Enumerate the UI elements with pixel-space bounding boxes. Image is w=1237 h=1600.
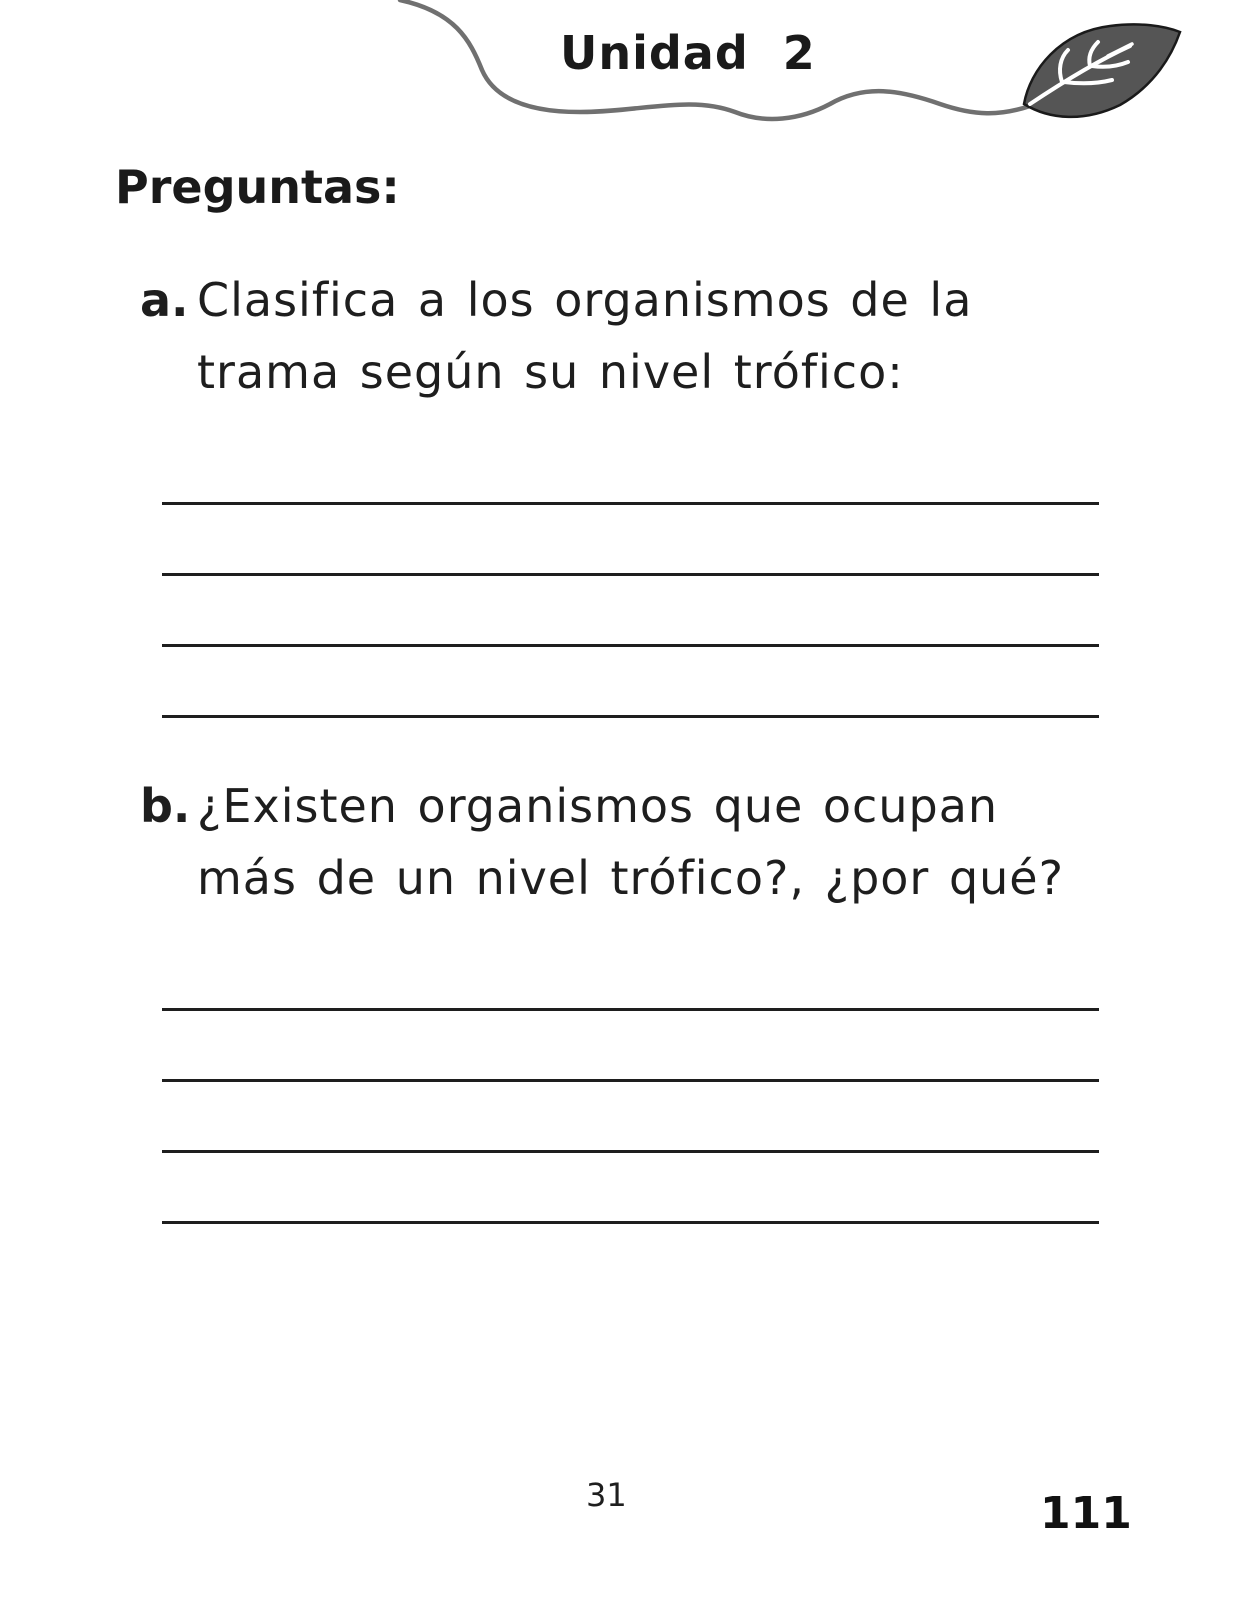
answer-line[interactable] (162, 644, 1099, 647)
answer-line[interactable] (162, 1150, 1099, 1153)
answer-line[interactable] (162, 715, 1099, 718)
section-title: Preguntas: (115, 160, 400, 214)
answer-line[interactable] (162, 573, 1099, 576)
unit-title: Unidad 2 (560, 26, 816, 80)
answer-line[interactable] (162, 1221, 1099, 1224)
answer-line[interactable] (162, 502, 1099, 505)
leaf-icon (1024, 24, 1180, 117)
question-letter: a. (140, 273, 189, 327)
question-letter: b. (140, 779, 191, 833)
book-page-number: 111 (1040, 1488, 1132, 1539)
question-text: ¿Existen organismos que ocupan más de un nivel trófico?, ¿por qué? (197, 779, 1065, 905)
question-text: Clasifica a los organismos de la trama según su nivel trófico: (197, 273, 973, 399)
answer-line[interactable] (162, 1079, 1099, 1082)
answer-line[interactable] (162, 1008, 1099, 1011)
page-number: 31 (586, 1476, 627, 1514)
